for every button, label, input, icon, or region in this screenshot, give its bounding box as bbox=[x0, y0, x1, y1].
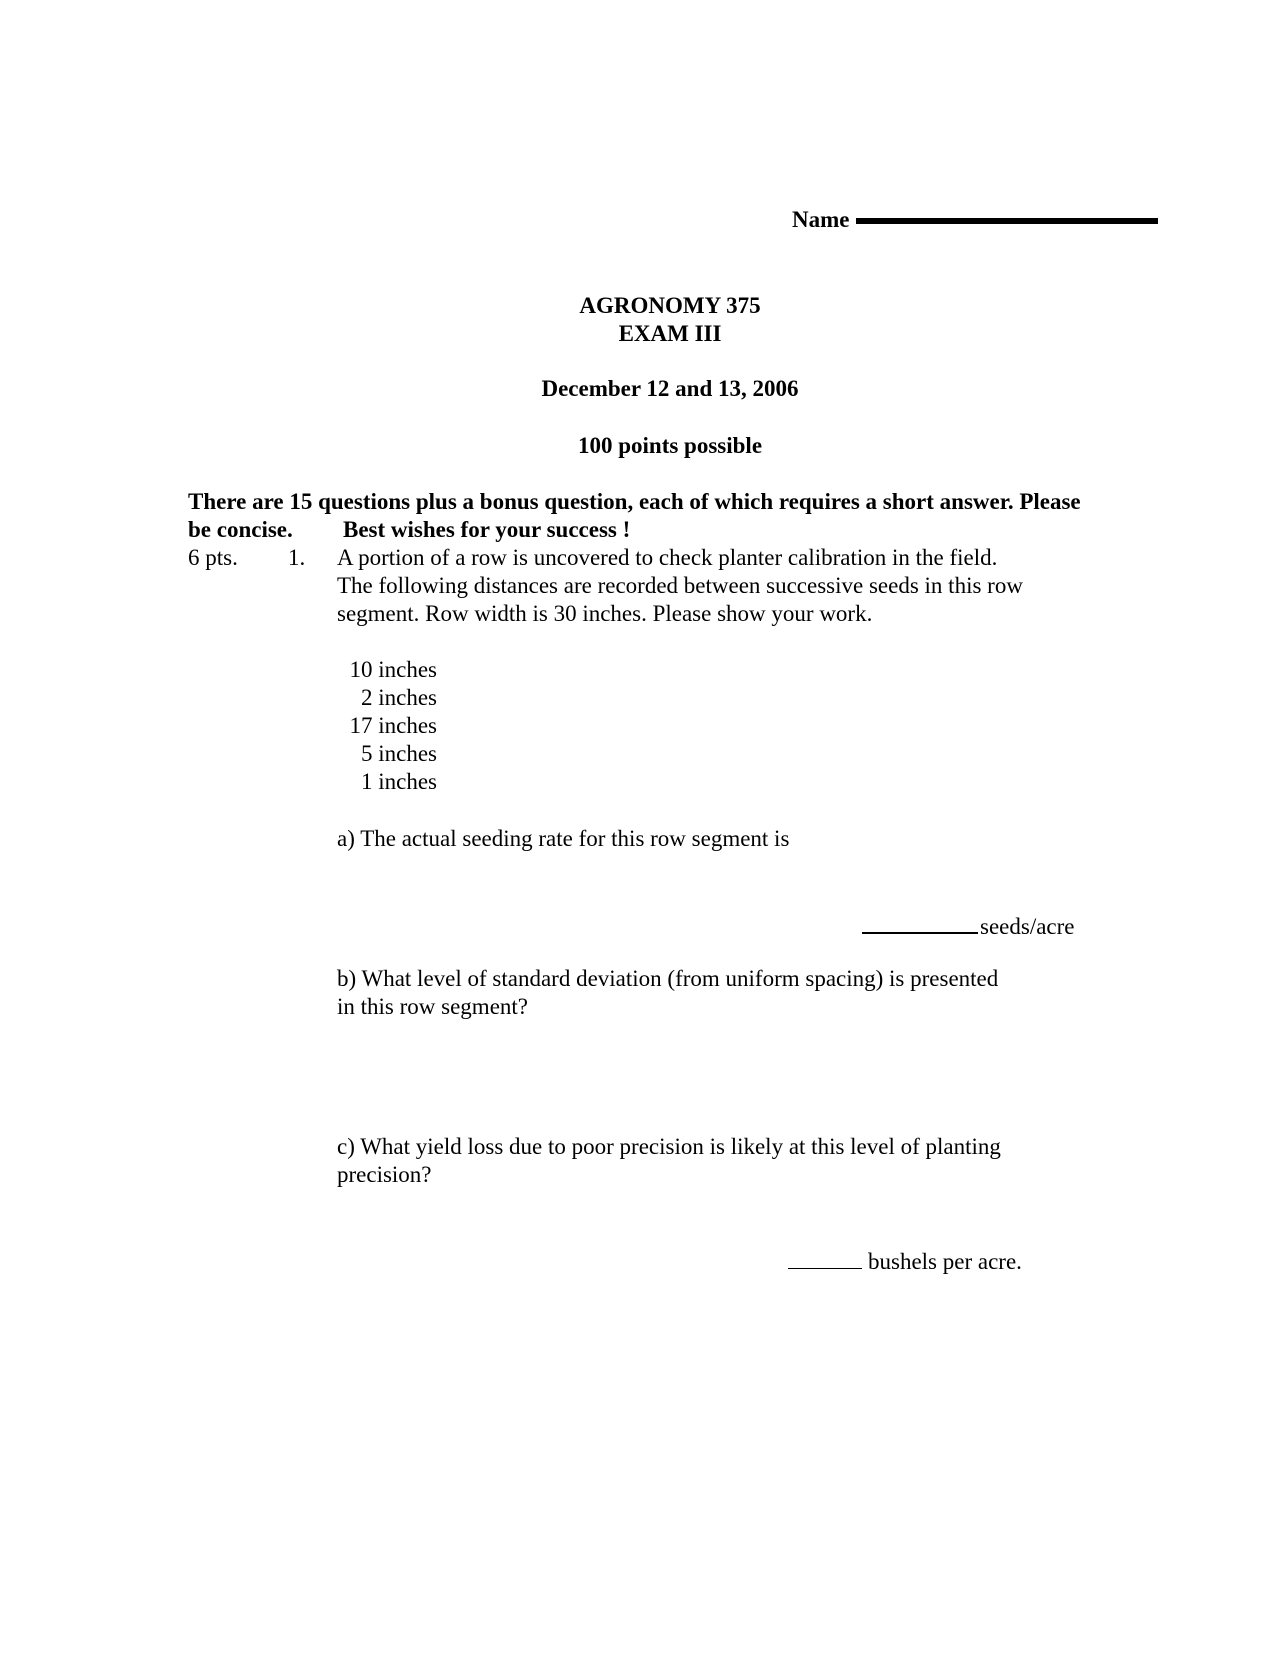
question-text-line: A portion of a row is uncovered to check planter calibration in the field. bbox=[337, 545, 998, 570]
part-b-question-line: in this row segment? bbox=[337, 994, 528, 1019]
part-c-question-line: c) What yield loss due to poor precision is likely at this level of planting bbox=[337, 1134, 1001, 1159]
distance-item: 2 inches bbox=[360, 685, 437, 710]
question-points: 6 pts. bbox=[188, 545, 238, 570]
name-input-line[interactable] bbox=[856, 218, 1158, 224]
points-possible: 100 points possible bbox=[577, 433, 763, 458]
distance-item: 1 inches bbox=[360, 769, 437, 794]
name-label: Name bbox=[792, 207, 850, 232]
distance-item: 10 inches bbox=[349, 657, 437, 682]
exam-title: EXAM III bbox=[618, 321, 722, 346]
part-a-unit: seeds/acre bbox=[980, 914, 1075, 939]
part-c-answer-blank[interactable] bbox=[788, 1246, 862, 1269]
part-a-answer-blank[interactable] bbox=[862, 910, 978, 934]
course-title: AGRONOMY 375 bbox=[579, 293, 761, 318]
exam-dates: December 12 and 13, 2006 bbox=[541, 376, 799, 401]
part-a-question: a) The actual seeding rate for this row segment is bbox=[337, 826, 790, 851]
part-b-question-line: b) What level of standard deviation (from uniform spacing) is presented bbox=[337, 966, 999, 991]
instructions-line-1: There are 15 questions plus a bonus question, each of which requires a short answer. Please bbox=[188, 489, 1081, 514]
question-text-line: segment. Row width is 30 inches. Please show your work. bbox=[337, 601, 873, 626]
part-c-question-line: precision? bbox=[337, 1162, 432, 1187]
part-c-unit: bushels per acre. bbox=[868, 1249, 1022, 1274]
part-c-answer bbox=[788, 1246, 1022, 1276]
part-a-answer bbox=[862, 910, 1075, 941]
instructions-line-2a: be concise. bbox=[188, 517, 293, 542]
question-number: 1. bbox=[288, 545, 306, 570]
question-text-line: The following distances are recorded between successive seeds in this row bbox=[337, 573, 1023, 598]
instructions-line-2b: Best wishes for your success ! bbox=[343, 517, 631, 542]
distance-item: 5 inches bbox=[360, 741, 437, 766]
distance-item: 17 inches bbox=[349, 713, 437, 738]
